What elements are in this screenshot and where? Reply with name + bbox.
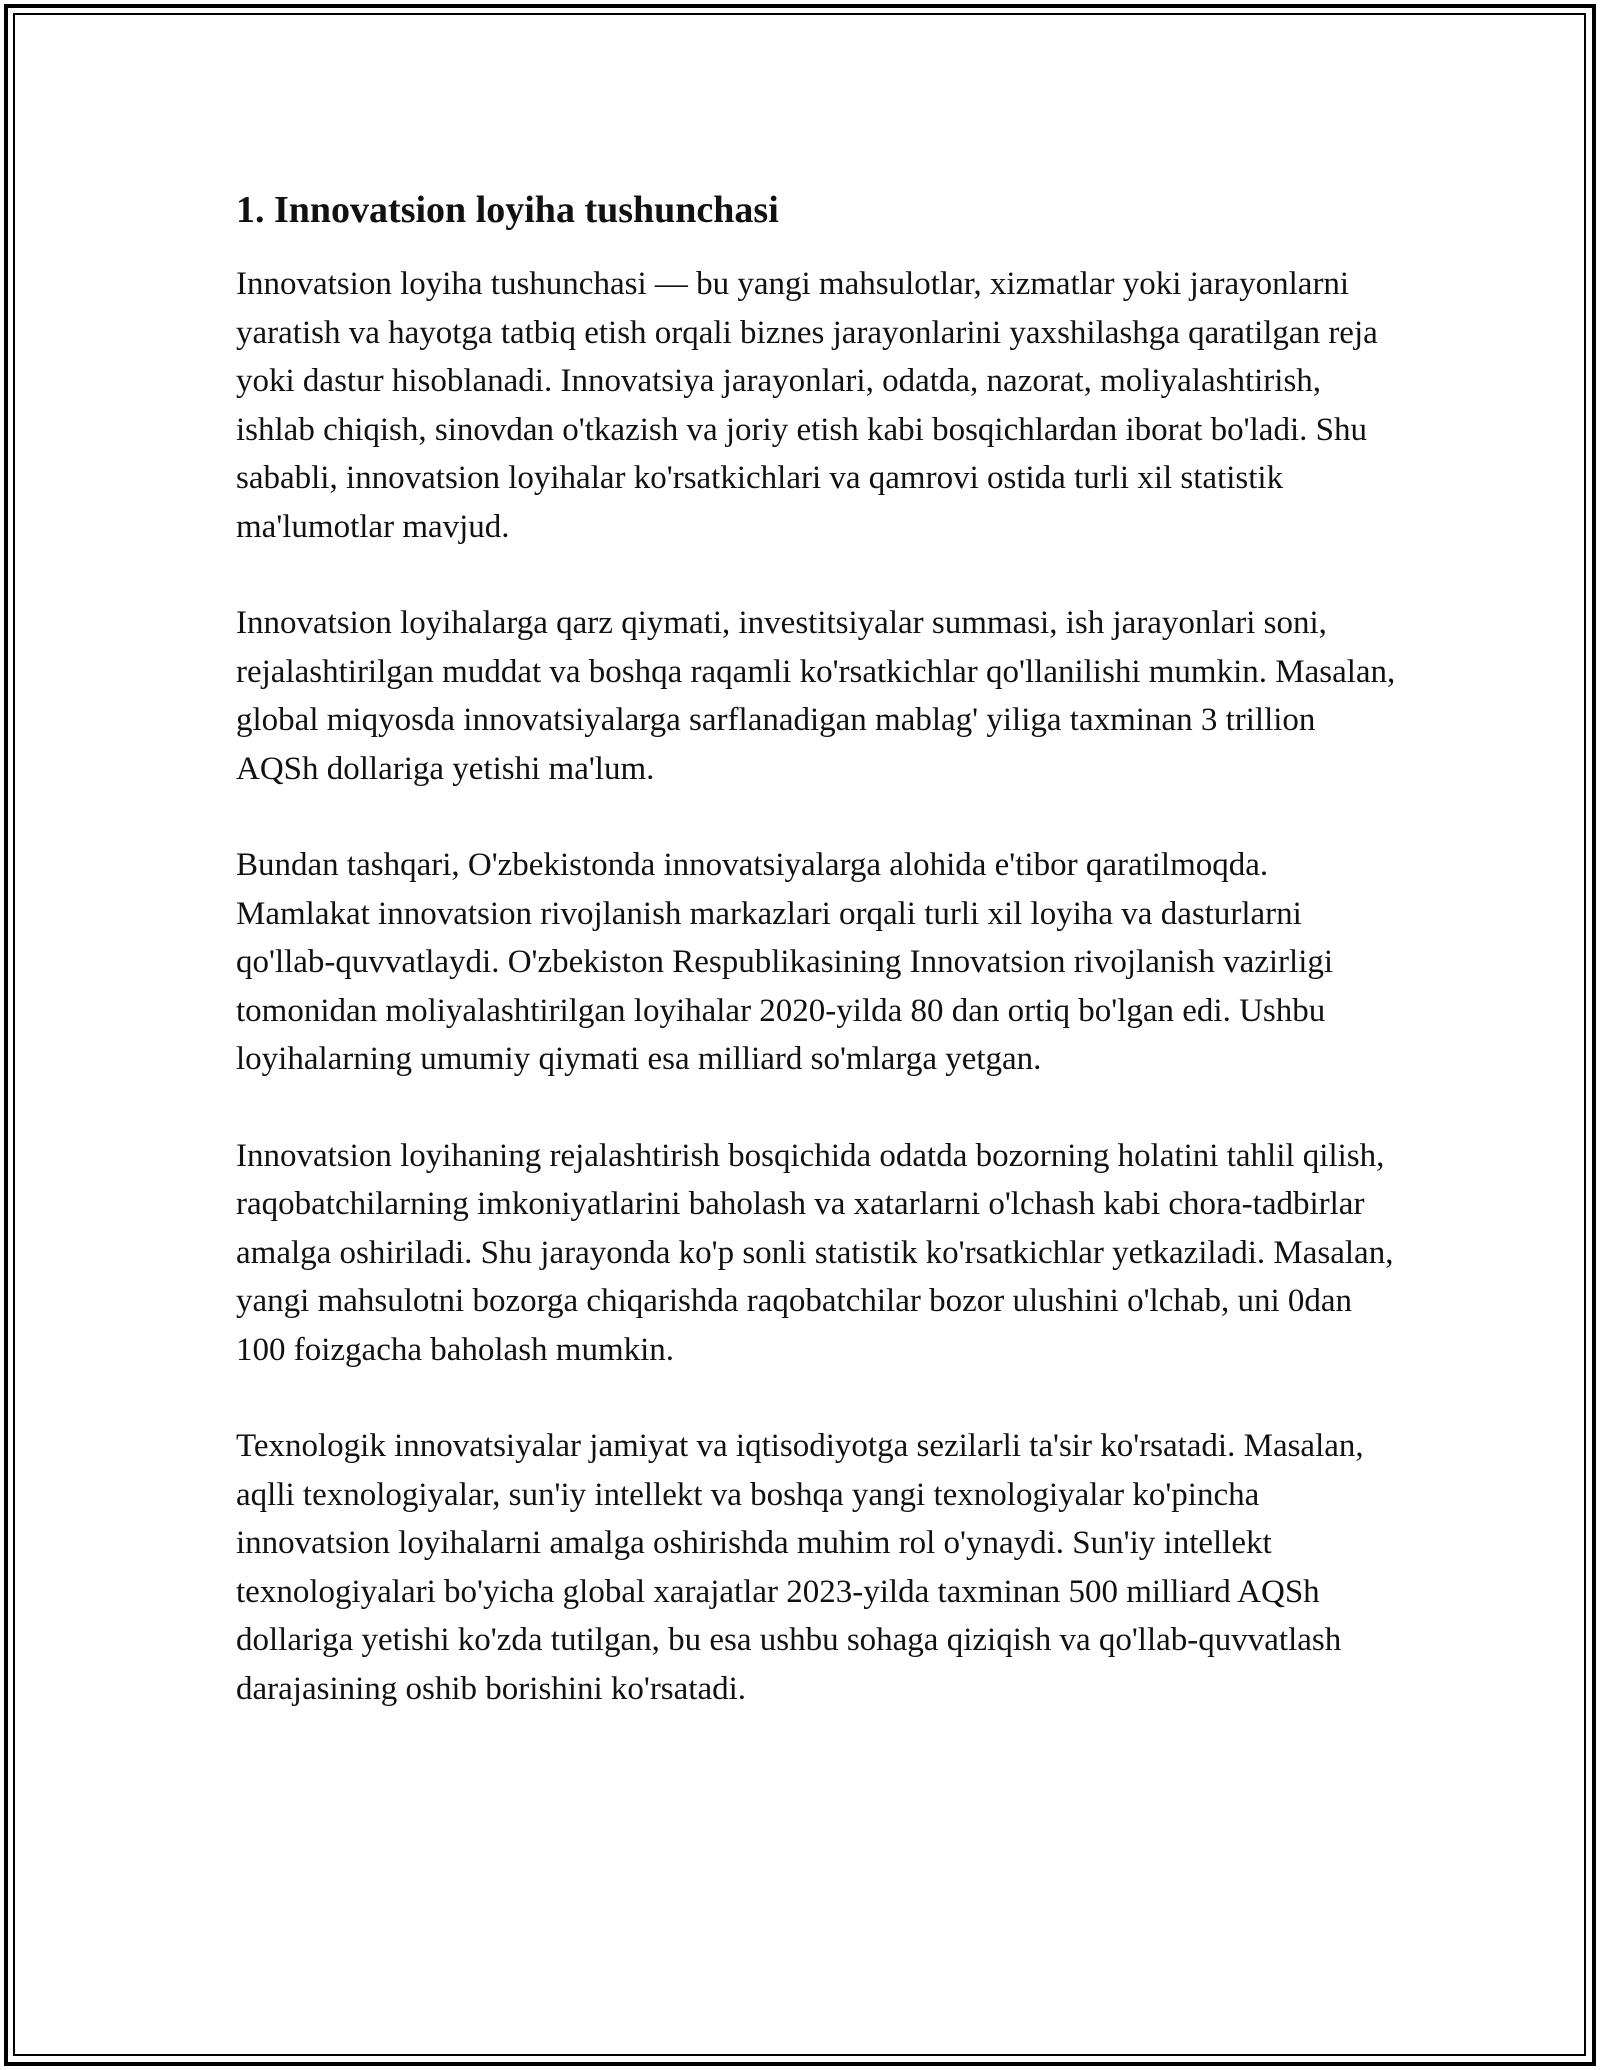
paragraph-uzbekistan: Bundan tashqari, O'zbekistonda innovatsiyalarga alohida e'tibor qaratilmoqda. Mamlakat innovatsion rivojlanish markazlari orqali turli xil loyiha va dasturlarni qo'llab-quvvatlaydi. O'zbekiston Respublikasining Innovatsion rivojlanish vazirligi tomonidan moliyalashtirilgan loyihalar 2020-yilda 80 dan ortiq bo'lgan edi. Ushbu loyihalarning umumiy qiymati esa milliard so'mlarga yetgan. bbox=[236, 847, 1334, 1077]
paragraph-planning: Innovatsion loyihaning rejalashtirish bosqichida odatda bozorning holatini tahlil qilish, raqobatchilarning imkoniyatlarini baholash va xatarlarni o'lchash kabi chora-tadbirlar amalga oshiriladi. Shu jarayonda ko'p sonli statistik ko'rsatkichlar yetkaziladi. Masalan, yangi mahsulotni bozorga chiqarishda raqobatchilar bozor ulushini o'lchab, uni 0dan 100 foizgacha baholash mumkin. bbox=[236, 1137, 1394, 1368]
paragraph-intro: Innovatsion loyiha tushunchasi — bu yangi mahsulotlar, xizmatlar yoki jarayonlarni yaratish va hayotga tatbiq etish orqali biznes jarayonlarini yaxshilashga qaratilgan reja yoki dastur hisoblanadi. Innovatsiya jarayonlari, odatda, nazorat, moliyalashtirish, ishlab chiqish, sinovdan o'tkazish va joriy etish kabi bosqichlardan iborat bo'ladi. Shu sababli, innovatsion loyihalar ko'rsatkichlari va qamrovi ostida turli xil statistik ma'lumotlar mavjud. bbox=[236, 266, 1378, 545]
document-body bbox=[236, 186, 1400, 1761]
paragraph-technology: Texnologik innovatsiyalar jamiyat va iqtisodiyotga sezilarli ta'sir ko'rsatadi. Masalan, aqlli texnologiyalar, sun'iy intellekt va boshqa yangi texnologiyalar ko'pincha innovatsion loyihalarni amalga oshirishda muhim rol o'ynaydi. Sun'iy intellekt texnologiyalari bo'yicha global xarajatlar 2023-yilda taxminan 500 milliard AQSh dollariga yetishi ko'zda tutilgan, bu esa ushbu sohaga qiziqish va qo'llab-quvvatlash darajasining oshib borishini ko'rsatadi. bbox=[236, 1428, 1364, 1707]
paragraph-indicators: Innovatsion loyihalarga qarz qiymati, investitsiyalar summasi, ish jarayonlari soni, rejalashtirilgan muddat va boshqa raqamli ko'rsatkichlar qo'llanilishi mumkin. Masalan, global miqyosda innovatsiyalarga sarflanadigan mablag' yiliga taxminan 3 trillion AQSh dollariga yetishi ma'lum. bbox=[236, 605, 1396, 787]
section-heading: 1. Innovatsion loyiha tushunchasi bbox=[236, 189, 779, 231]
